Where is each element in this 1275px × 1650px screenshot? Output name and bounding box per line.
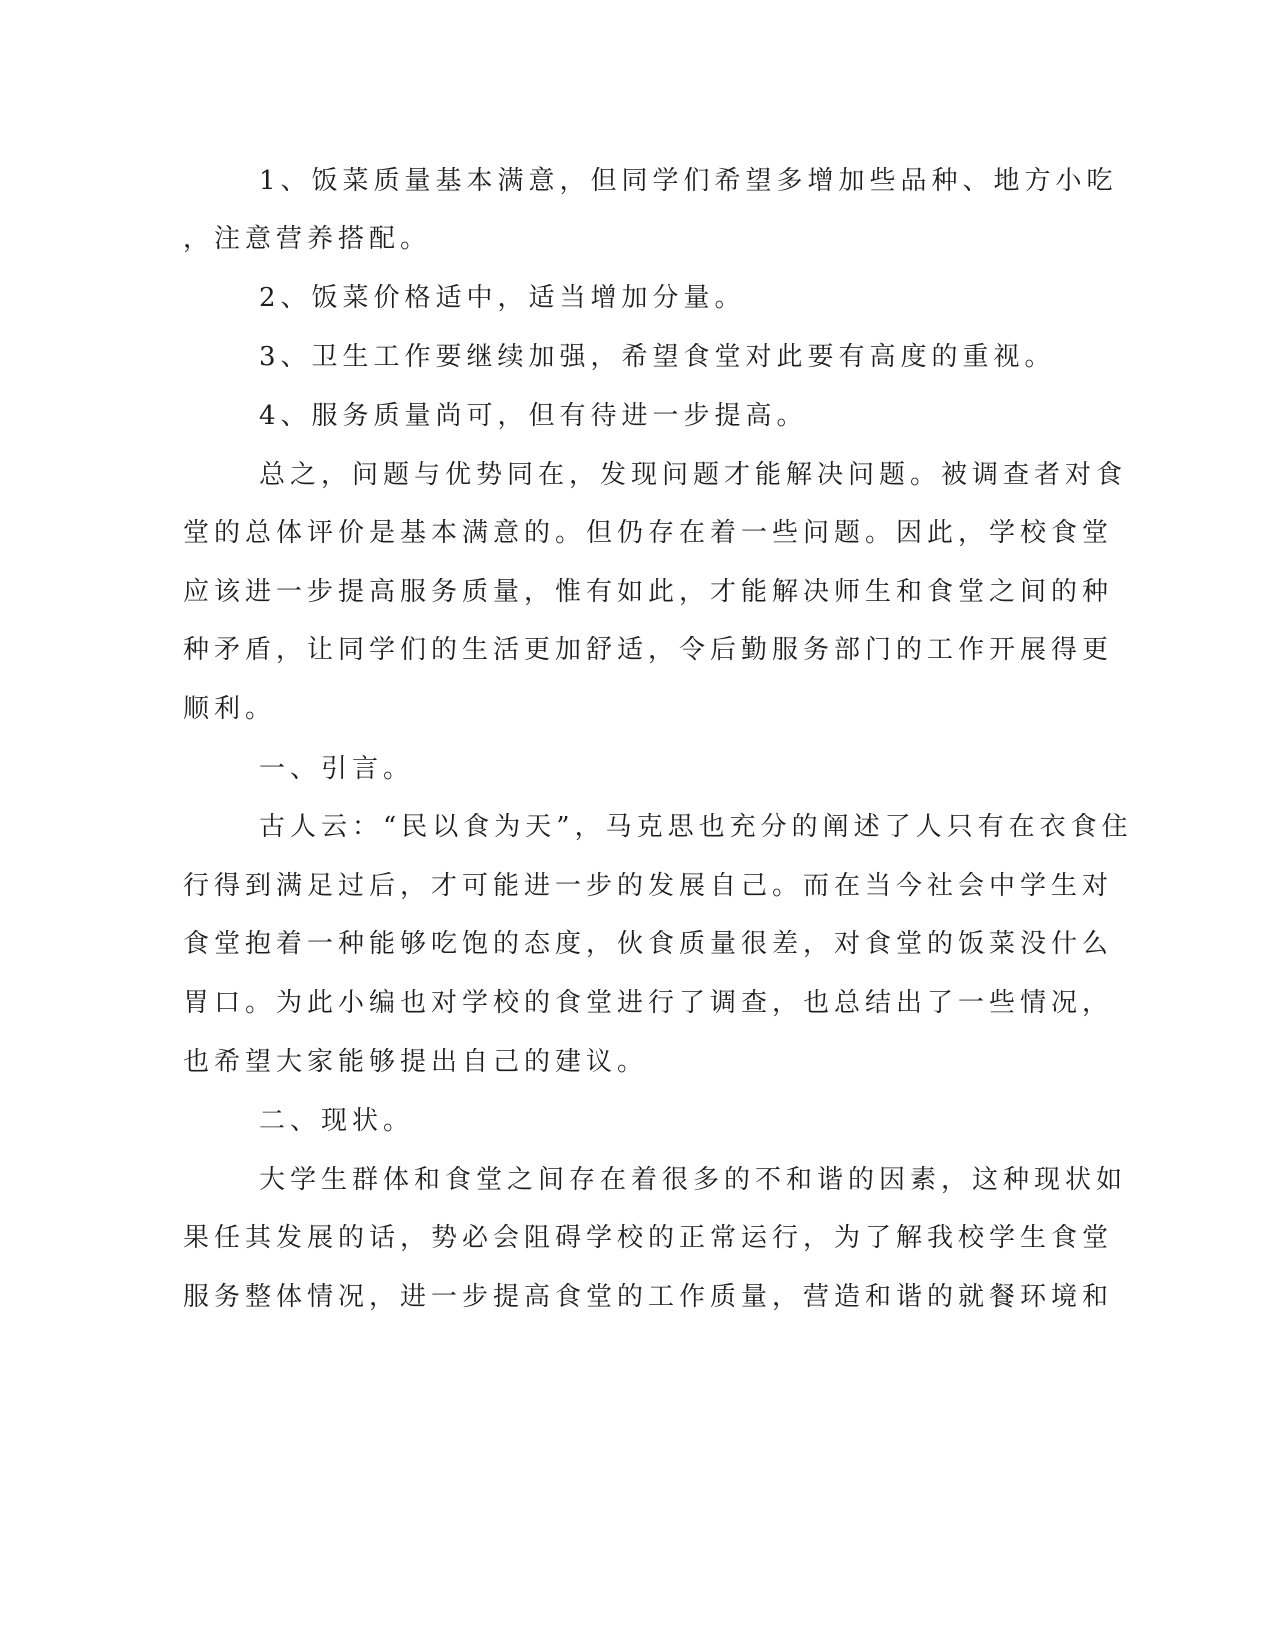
text-line: 2、饭菜价格适中，适当增加分量。 xyxy=(259,283,746,313)
text-line: 应该进一步提高服务质量，惟有如此，才能解决师生和食堂之间的种 xyxy=(183,577,1114,607)
text-line: 果任其发展的话，势必会阻碍学校的正常运行，为了解我校学生食堂 xyxy=(183,1223,1114,1253)
text-line: 大学生群体和食堂之间存在着很多的不和谐的因素，这种现状如 xyxy=(259,1165,1128,1195)
text-line: ，注意营养搭配。 xyxy=(183,224,432,254)
text-line: 食堂抱着一种能够吃饱的态度，伙食质量很差，对食堂的饭菜没什么 xyxy=(183,929,1114,959)
section-heading: 一、引言。 xyxy=(259,754,415,784)
section-heading: 二、现状。 xyxy=(259,1106,415,1136)
text-line: 顺利。 xyxy=(183,694,277,724)
text-line: 服务整体情况，进一步提高食堂的工作质量，营造和谐的就餐环境和 xyxy=(183,1282,1114,1312)
text-line: 1、饭菜质量基本满意，但同学们希望多增加些品种、地方小吃 xyxy=(259,166,1118,196)
text-line: 堂的总体评价是基本满意的。但仍存在着一些问题。因此，学校食堂 xyxy=(183,518,1114,548)
text-line: 胃口。为此小编也对学校的食堂进行了调查，也总结出了一些情况， xyxy=(183,988,1114,1018)
text-line: 4、服务质量尚可，但有待进一步提高。 xyxy=(259,401,808,431)
text-line: 也希望大家能够提出自己的建议。 xyxy=(183,1047,649,1077)
text-line: 古人云：“民以食为天”，马克思也充分的阐述了人只有在衣食住 xyxy=(259,812,1133,842)
text-line: 总之，问题与优势同在，发现问题才能解决问题。被调查者对食 xyxy=(259,460,1128,490)
text-line: 行得到满足过后，才可能进一步的发展自己。而在当今社会中学生对 xyxy=(183,871,1114,901)
text-line: 种矛盾，让同学们的生活更加舒适，令后勤服务部门的工作开展得更 xyxy=(183,635,1114,665)
text-line: 3、卫生工作要继续加强，希望食堂对此要有高度的重视。 xyxy=(259,342,1056,372)
